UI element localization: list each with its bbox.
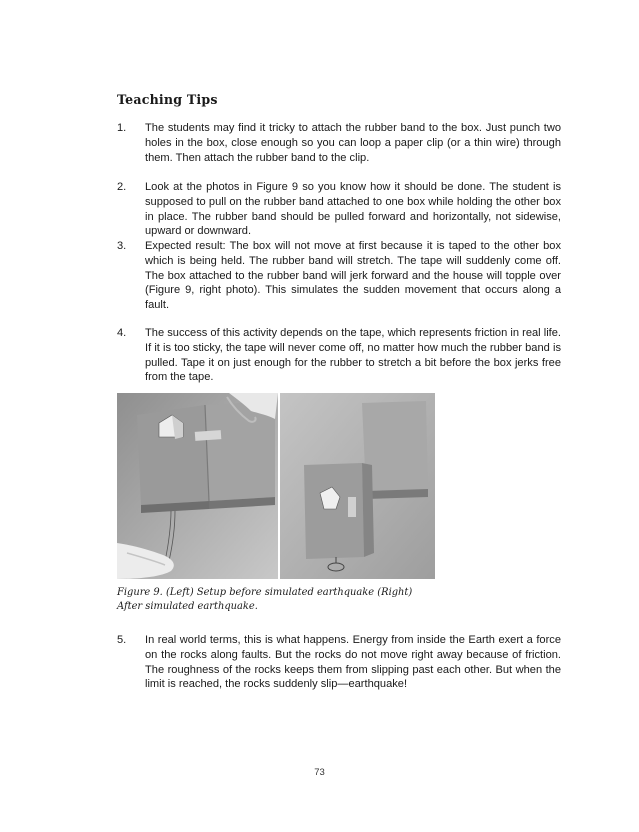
tip-number: 2. bbox=[117, 181, 127, 193]
photo-before-earthquake bbox=[117, 393, 278, 579]
tip-number: 3. bbox=[117, 240, 127, 252]
figure-caption bbox=[117, 586, 447, 614]
tip-text: The success of this activity depends on the tape, which represents friction in real life. If it is too sticky, the tape will never come off, no matter how much the rubber band is pulled. Tape it on just enough for the rubber to stretch a bit before the box jerks free from the tape. bbox=[145, 327, 561, 384]
section-heading: Teaching Tips bbox=[117, 92, 218, 107]
tip-item-2 bbox=[117, 180, 561, 239]
tip-number: 4. bbox=[117, 327, 127, 339]
tip-item-1 bbox=[117, 121, 561, 165]
tip-text: Expected result: The box will not move at first because it is taped to the other box which is being held. The rubber band will stretch. The tape will suddenly come off. The box attached to the rubber band will jerk forward and the house will topple over (Figure 9, right photo). This simulates the sudden movement that occurs along a fault. bbox=[145, 240, 561, 312]
figure-caption-line-1: Figure 9. (Left) Setup before simulated earthquake (Right) bbox=[117, 587, 413, 598]
tip-item-4 bbox=[117, 326, 561, 385]
photo-after-earthquake bbox=[280, 393, 435, 579]
tip-text: Look at the photos in Figure 9 so you know how it should be done. The student is supposed to pull on the rubber band attached to one box while holding the other box in place. The rubber band should be pulled forward and horizontally, not sidewise, upward or downward. bbox=[145, 181, 561, 238]
tip-number: 5. bbox=[117, 634, 127, 646]
tip-text: The students may find it tricky to attach the rubber band to the box. Just punch two holes in the box, close enough so you can loop a paper clip (or a thin wire) through them. Then attach the rubber band to the clip. bbox=[145, 122, 561, 164]
tip-text: In real world terms, this is what happens. Energy from inside the Earth exert a force on the rocks along faults. But the rocks do not move right away because of friction. The roughness of the rocks keeps them from slipping past each other. But when the limit is reached, the rocks suddenly slip—earthquake! bbox=[145, 634, 561, 691]
tip-item-5 bbox=[117, 633, 561, 692]
page-number: 73 bbox=[314, 767, 325, 778]
figure-9-photos bbox=[117, 393, 435, 579]
photo-after-illustration bbox=[280, 393, 435, 579]
figure-caption-line-2: After simulated earthquake. bbox=[117, 601, 258, 612]
tip-number: 1. bbox=[117, 122, 127, 134]
photo-before-illustration bbox=[117, 393, 278, 579]
tip-item-3 bbox=[117, 239, 561, 313]
